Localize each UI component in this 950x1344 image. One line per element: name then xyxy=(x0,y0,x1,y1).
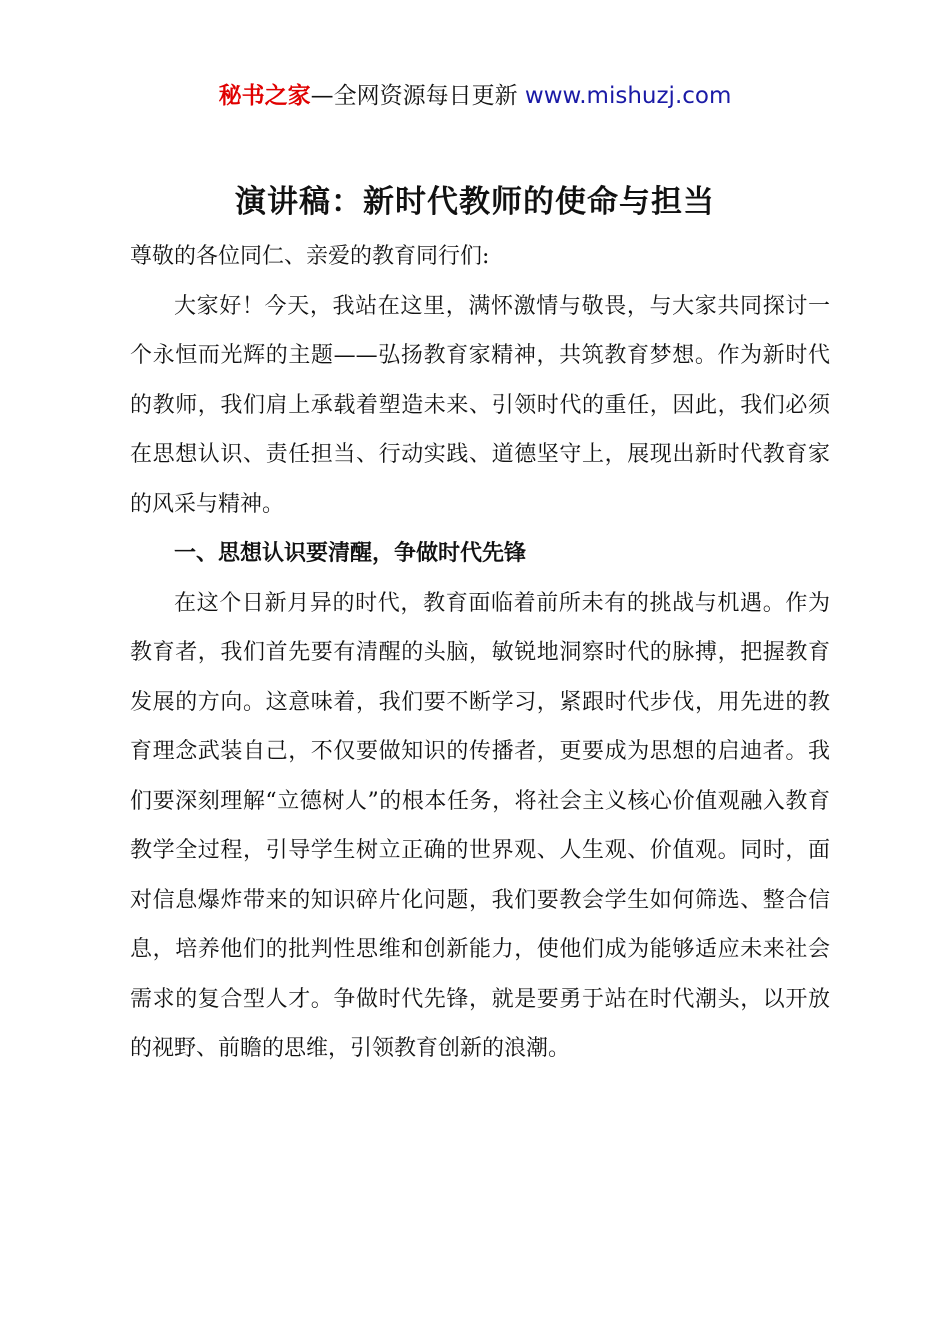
site-tagline: —全网资源每日更新 xyxy=(310,83,518,109)
salutation: 尊敬的各位同仁、亲爱的教育同行们: xyxy=(130,244,490,269)
section-paragraph: 在这个日新月异的时代，教育面临着前所未有的挑战与机遇。作为教育者，我们首先要有清醒的头脑，敏锐地洞察时代的脉搏，把握教育发展的方向。这意味着，我们要不断学习，紧跟时代步伐，用先进的教育理念武装自己，不仅要做知识的传播者，更要成为思想的启迪者。我们要深刻理解“立德树人”的根本任务，将社会主义核心价值观融入教育教学全过程，引导学生树立正确的世界观、人生观、价值观。同时，面对信息爆炸带来的知识碎片化问题，我们要教会学生如何筛选、整合信息，培养他们的批判性思维和创新能力，使他们成为能够适应未来社会需求的复合型人才。争做时代先锋，就是要勇于站在时代潮头，以开放的视野、前瞻的思维，引领教育创新的浪潮。 xyxy=(130,590,830,1061)
intro-paragraph: 大家好！今天，我站在这里，满怀激情与敬畏，与大家共同探讨一个永恒而光辉的主题——弘扬教育家精神，共筑教育梦想。作为新时代的教师，我们肩上承载着塑造未来、引领时代的重任，因此，我们必须在思想认识、责任担当、行动实践、道德坚守上，展现出新时代教育家的风采与精神。 xyxy=(130,293,830,517)
section-heading: 一、思想认识要清醒，争做时代先锋 xyxy=(174,541,527,566)
site-brand: 秘书之家 xyxy=(218,83,311,109)
site-url-link[interactable]: www.mishuzj.com xyxy=(524,83,732,109)
document-body xyxy=(130,232,830,1074)
document-title: 演讲稿：新时代教师的使命与担当 xyxy=(235,184,715,220)
site-header xyxy=(0,80,950,112)
